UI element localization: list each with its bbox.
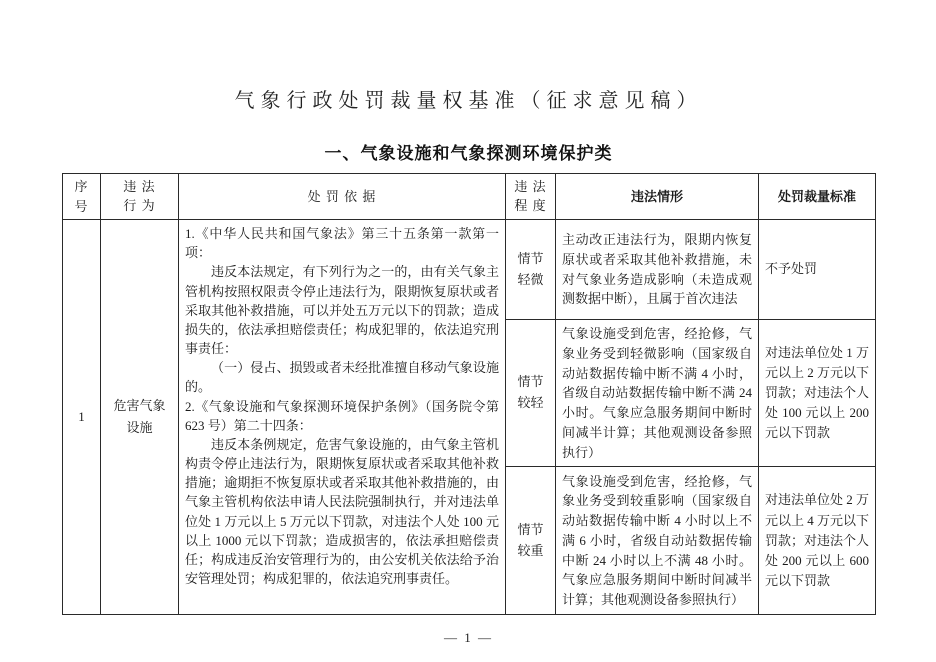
cell-severity-level — [506, 220, 556, 320]
section-title: 一、气象设施和气象探测环境保护类 — [324, 144, 613, 163]
col-header-basis: 处 罚 依 据 — [179, 174, 506, 220]
cell-penalty-standard: 对违法单位处 1 万元以上 2 万元以下罚款；对违法个人处 100 元以上 200 元以下罚款 — [759, 320, 876, 467]
col-header-standard: 处罚裁量标准 — [759, 174, 876, 220]
col-header-degree — [506, 174, 556, 220]
basis-paragraph-5: 违反本条例规定，危害气象设施的，由气象主管机构责令停止违法行为，限期恢复原状或者采取其他补救措施；逾期拒不恢复原状或者采取其他补救措施的，由气象主管机构依法申请人民法院强制执行，并对违法单位处 1 万元以上 5 万元以下罚款，对违法个人处 100 元以上 1000 元以下罚款；造成损害的，依法承担赔偿责任；构成违反治安管理行为的，由公安机关依法给予治安管理处罚；构成犯罪的，依法追究刑事责任。 — [185, 436, 499, 587]
severity-level-line2: 轻微 — [517, 271, 544, 287]
basis-paragraph-2: 违反本法规定，有下列行为之一的，由有关气象主管机构按照权限责令停止违法行为，限期恢复原状或者采取其他补救措施，可以并处五万元以下的罚款；造成损失的，依法承担赔偿责任；构成犯罪的，依法追究刑事责任： — [185, 264, 499, 357]
col-header-degree-line1: 违 法 — [514, 178, 547, 194]
basis-paragraph-3: （一）侵占、损毁或者未经批准擅自移动气象设施的。 — [185, 360, 499, 395]
severity-level-line1: 情节 — [517, 250, 544, 266]
cell-violation-situation: 气象设施受到危害，经抢修，气象业务受到较重影响（国家级自动站数据传输中断 4 小时以上不满 6 小时，省级自动站数据传输中断 24 小时以上不满 48 小时。气象应急服务期间中断时间减半计算；其他观测设备参照执行） — [556, 467, 759, 615]
table-row-severity-light — [63, 220, 876, 320]
table-header — [63, 174, 876, 220]
severity-level-line1: 情节 — [517, 374, 544, 390]
table-header-row — [63, 174, 876, 220]
penalty-rules-table — [62, 173, 876, 615]
col-header-seq: 序号 — [63, 174, 101, 220]
cell-illegal-behavior — [101, 220, 179, 615]
basis-paragraph-1: 1.《中华人民共和国气象法》第三十五条第一款第一项： — [185, 226, 499, 261]
col-header-degree-line2: 程 度 — [514, 197, 547, 213]
cell-violation-situation: 主动改正违法行为，限期内恢复原状或者采取其他补救措施，未对气象业务造成影响（未造成观测数据中断），且属于首次违法 — [556, 220, 759, 320]
col-header-behavior — [101, 174, 179, 220]
severity-level-line2: 较重 — [517, 542, 544, 558]
basis-paragraph-4: 2.《气象设施和气象探测环境保护条例》（国务院令第 623 号）第二十四条： — [185, 398, 499, 433]
severity-level-line1: 情节 — [517, 521, 544, 537]
cell-violation-situation: 气象设施受到危害，经抢修，气象业务受到轻微影响（国家级自动站数据传输中断不满 4 小时，省级自动站数据传输中断不满 24 小时。气象应急服务期间中断时间减半计算；其他观测设备参照执行） — [556, 320, 759, 467]
table-body — [63, 220, 876, 615]
illegal-behavior-line1: 危害气象 — [113, 398, 166, 414]
cell-sequence-number: 1 — [63, 220, 101, 615]
col-header-situation: 违法情形 — [556, 174, 759, 220]
cell-penalty-standard: 不予处罚 — [759, 220, 876, 320]
illegal-behavior-line2: 设施 — [126, 420, 153, 436]
cell-penalty-basis — [179, 220, 506, 615]
page-number: — 1 — — [444, 630, 493, 646]
severity-level-line2: 较轻 — [517, 395, 544, 411]
col-header-behavior-line2: 行 为 — [123, 197, 156, 213]
document-title: 气象行政处罚裁量权基准（征求意见稿） — [234, 90, 703, 112]
col-header-behavior-line1: 违 法 — [123, 178, 156, 194]
cell-penalty-standard: 对违法单位处 2 万元以上 4 万元以下罚款；对违法个人处 200 元以上 600 元以下罚款 — [759, 467, 876, 615]
cell-severity-level — [506, 467, 556, 615]
cell-severity-level — [506, 320, 556, 467]
